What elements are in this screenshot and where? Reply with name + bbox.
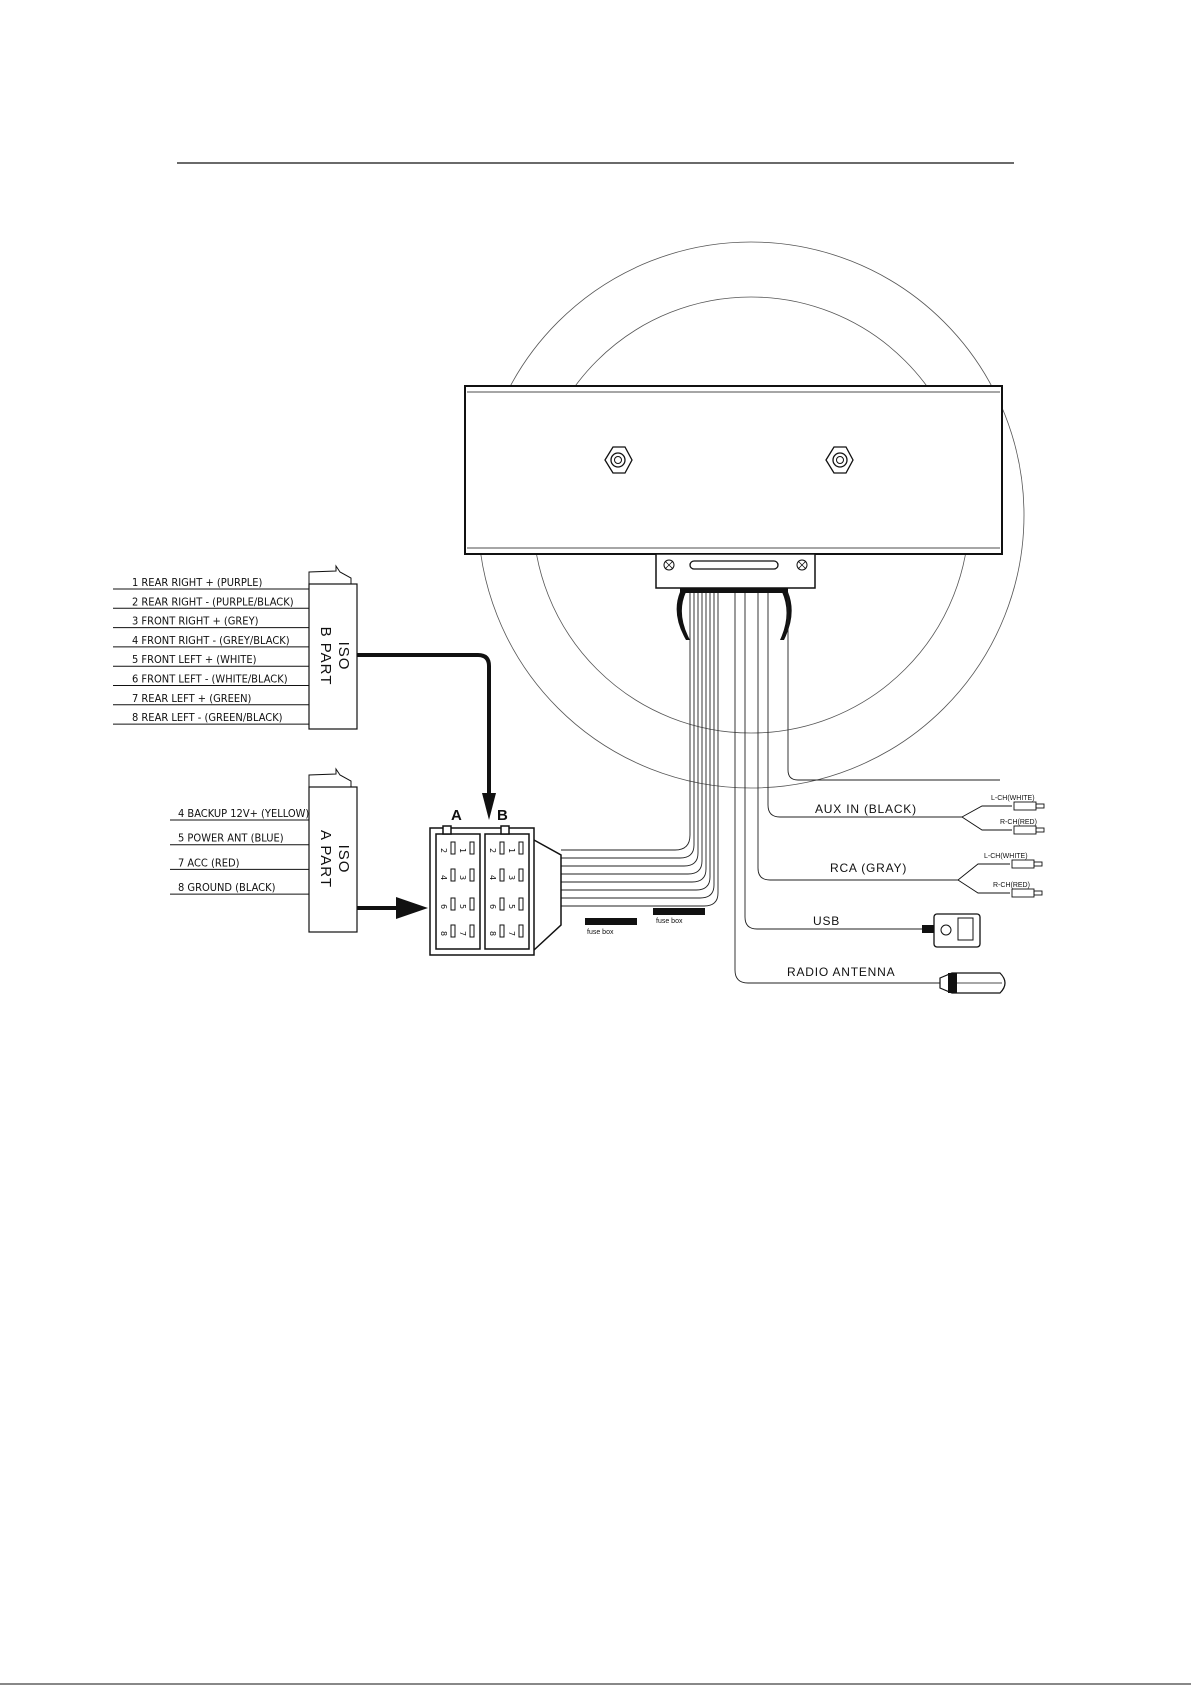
pin-contact xyxy=(451,925,455,937)
pin-number: 4 xyxy=(439,875,448,881)
pin-contact xyxy=(500,925,504,937)
arrow-iso-a-to-connector xyxy=(357,897,428,919)
pin-number: 7 xyxy=(458,931,467,937)
iso-a-pin-label: 5 POWER ANT (BLUE) xyxy=(178,831,284,845)
pin-number: 5 xyxy=(458,904,467,910)
pin-number: 1 xyxy=(458,848,467,854)
usb-plug xyxy=(922,914,980,947)
pin-contact xyxy=(451,842,455,854)
iso-b-pin-label: 6 FRONT LEFT - (WHITE/BLACK) xyxy=(132,672,288,686)
pin-contact xyxy=(470,842,474,854)
aux-in-rca-plugs xyxy=(962,802,1044,834)
pin-contact xyxy=(519,925,523,937)
pin-contact xyxy=(470,925,474,937)
pin-contact xyxy=(470,898,474,910)
rca-l-ch-label: L-CH(WHITE) xyxy=(984,853,1028,860)
iso-b-pin-label: 3 FRONT RIGHT + (GREY) xyxy=(132,614,259,628)
rca-plugs xyxy=(958,860,1042,897)
pin-contact xyxy=(470,869,474,881)
connector-a-pins xyxy=(439,842,474,937)
pin-contact xyxy=(451,898,455,910)
iso-b-pin-label: 4 FRONT RIGHT - (GREY/BLACK) xyxy=(132,633,290,647)
pin-number: 8 xyxy=(488,931,497,937)
aux-l-ch-label: L-CH(WHITE) xyxy=(991,795,1035,802)
iso-a-pin-label: 4 BACKUP 12V+ (YELLOW) xyxy=(178,807,310,820)
iso-b-pin-label: 8 REAR LEFT - (GREEN/BLACK) xyxy=(132,711,283,725)
pin-contact xyxy=(500,869,504,881)
iso-b-wires xyxy=(113,576,309,724)
pin-contact xyxy=(519,869,523,881)
aux-r-ch-label: R-CH(RED) xyxy=(1000,819,1037,826)
pin-contact xyxy=(519,842,523,854)
iso-b-pin-label: 7 REAR LEFT + (GREEN) xyxy=(132,691,252,705)
aux-in-label: AUX IN (BLACK) xyxy=(815,802,917,816)
pin-contact xyxy=(451,869,455,881)
connector-label-a: A xyxy=(451,807,462,824)
iso-a-pin-label: 8 GROUND (BLACK) xyxy=(178,881,276,895)
pin-number: 6 xyxy=(488,904,497,910)
pin-number: 5 xyxy=(507,904,516,910)
pin-contact xyxy=(500,898,504,910)
iso-b-pin-label: 2 REAR RIGHT - (PURPLE/BLACK) xyxy=(132,595,294,609)
fuse-box-2 xyxy=(653,908,705,915)
iso-b-pin-label: 5 FRONT LEFT + (WHITE) xyxy=(132,653,257,667)
iso-a-label-line2: A PART xyxy=(317,830,334,888)
iso-b-pin-label: 1 REAR RIGHT + (PURPLE) xyxy=(132,576,263,589)
pin-number: 1 xyxy=(507,848,516,854)
pin-contact xyxy=(500,842,504,854)
cable-bundle-top xyxy=(680,588,788,593)
pin-number: 7 xyxy=(507,931,516,937)
fuse-box-2-label: fuse box xyxy=(656,918,683,925)
pin-number: 2 xyxy=(488,848,497,854)
antenna-plug xyxy=(940,973,1005,993)
usb-label: USB xyxy=(813,914,841,928)
head-unit xyxy=(465,386,1002,554)
rear-bracket xyxy=(656,554,815,588)
rca-r-ch-label: R-CH(RED) xyxy=(993,882,1030,889)
cable-grommet xyxy=(677,592,690,640)
pin-number: 3 xyxy=(458,875,467,881)
pin-number: 6 xyxy=(439,904,448,910)
radio-antenna-label: RADIO ANTENNA xyxy=(787,965,896,979)
iso-a-wires xyxy=(170,807,309,894)
connector-b-pins xyxy=(488,842,523,937)
rca-label: RCA (GRAY) xyxy=(830,861,908,875)
pin-number: 4 xyxy=(488,875,497,881)
pin-number: 2 xyxy=(439,848,448,854)
fuse-box-1-label: fuse box xyxy=(587,929,614,936)
iso-b-label-line2: B PART xyxy=(317,626,334,686)
pin-number: 8 xyxy=(439,931,448,937)
connector-label-b: B xyxy=(497,807,508,824)
fuse-box-1 xyxy=(585,918,637,925)
cable-grommet-right xyxy=(780,592,792,640)
iso-a-label-line1: ISO xyxy=(335,844,352,874)
pin-number: 3 xyxy=(507,875,516,881)
iso-a-pin-label: 7 ACC (RED) xyxy=(178,856,240,870)
pin-contact xyxy=(519,898,523,910)
iso-b-label-line1: ISO xyxy=(335,641,352,671)
arrow-iso-b-to-connector xyxy=(357,655,496,820)
